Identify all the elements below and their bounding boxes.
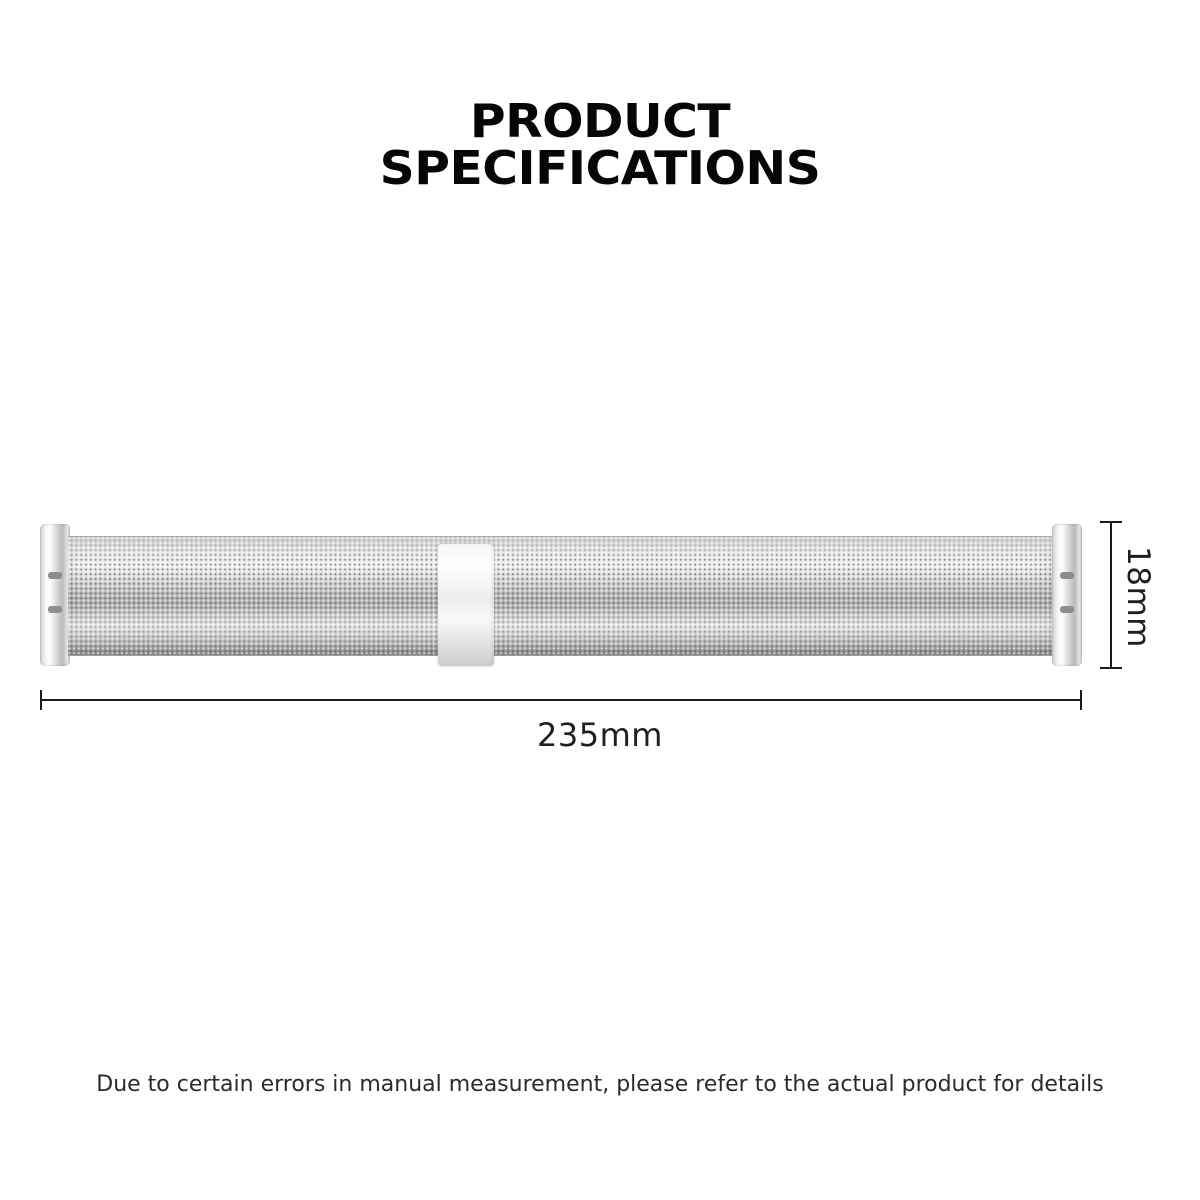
dimension-rule-horizontal xyxy=(40,699,1082,701)
connector-pin-icon xyxy=(1060,572,1074,579)
length-dimension-label: 235mm xyxy=(537,716,663,754)
dimension-rule-vertical xyxy=(1110,521,1112,669)
title-line-specifications: SPECIFICATIONS xyxy=(379,140,821,195)
magnetic-clasp xyxy=(438,544,494,666)
band-end-connector-right xyxy=(1052,524,1082,666)
dimension-tick-right xyxy=(1080,690,1082,710)
width-dimension-label: 18mm xyxy=(1120,546,1156,648)
measurement-disclaimer: Due to certain errors in manual measurement, please refer to the actual product for details xyxy=(96,1072,1104,1097)
watch-band-illustration xyxy=(40,524,1082,666)
milanese-mesh-body xyxy=(68,536,1054,656)
connector-pin-icon xyxy=(48,606,62,613)
length-dimension-line xyxy=(40,690,1082,710)
dimension-tick-bottom xyxy=(1100,667,1122,669)
connector-pin-icon xyxy=(1060,606,1074,613)
band-end-connector-left xyxy=(40,524,70,666)
title-line-product: PRODUCT xyxy=(469,94,731,148)
connector-pin-icon xyxy=(48,572,62,579)
